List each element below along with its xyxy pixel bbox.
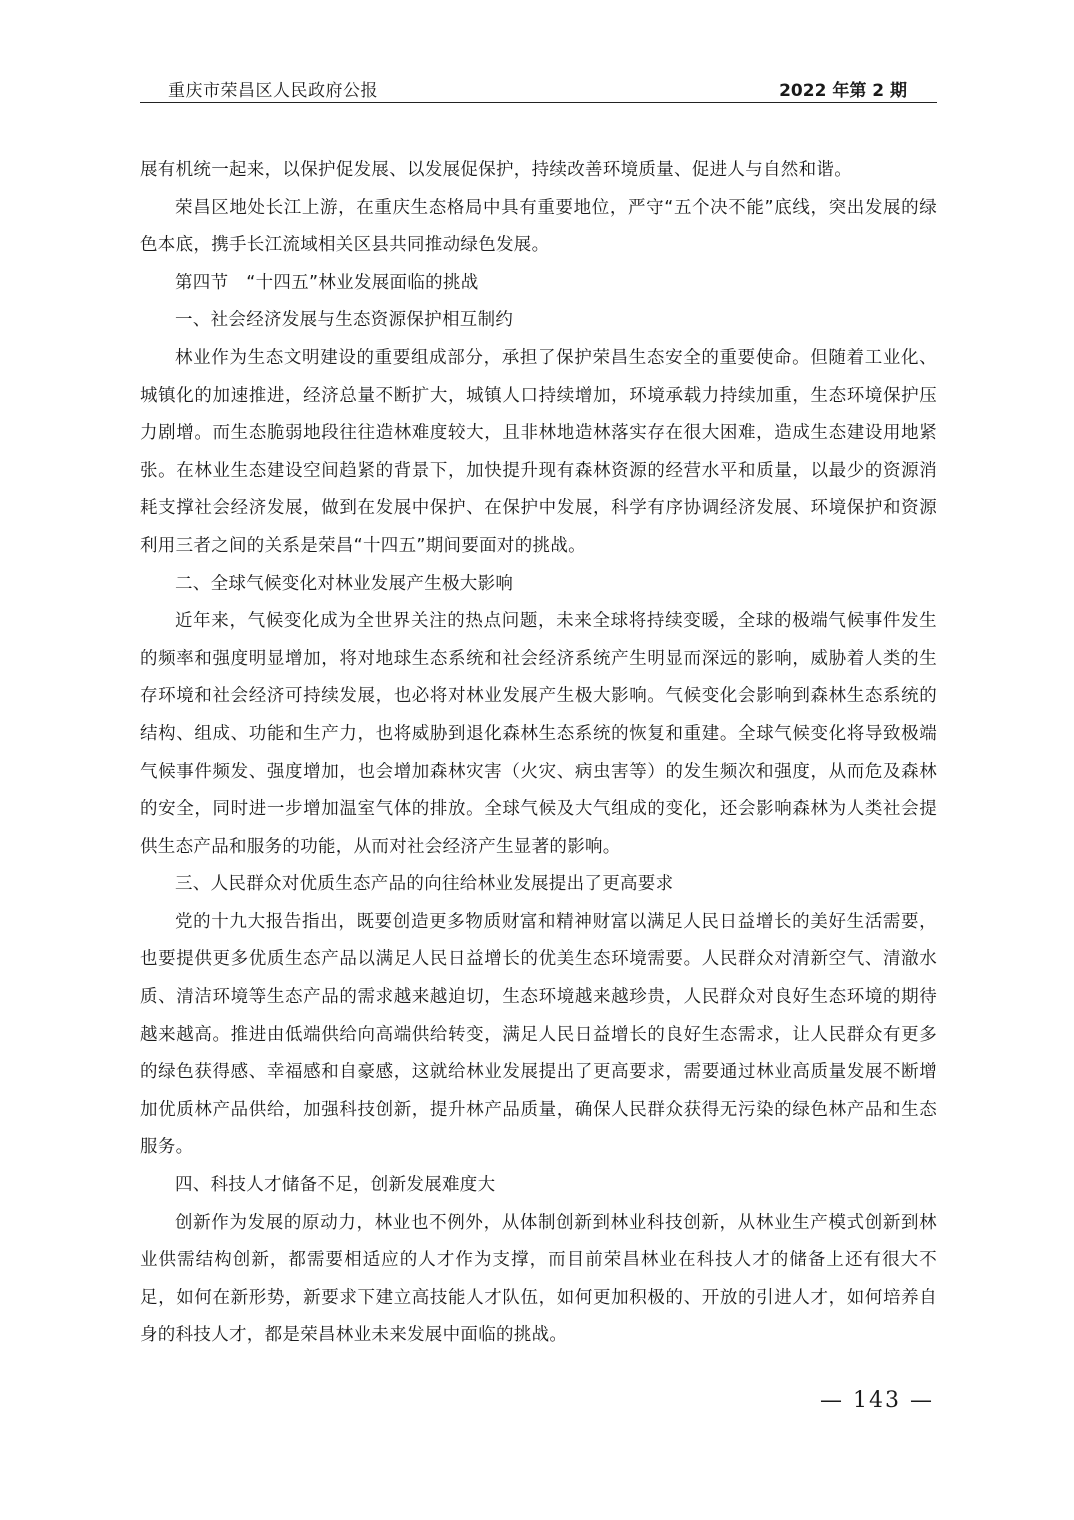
paragraph: 创新作为发展的原动力，林业也不例外，从体制创新到林业科技创新，从林业生产模式创新到林业供需结构创新，都需要相适应的人才作为支撑，而目前荣昌林业在科技人才的储备上还有很大不足，如何在新形势，新要求下建立高技能人才队伍，如何更加积极的、开放的引进人才，如何培养自身的科技人才，都是荣昌林业未来发展中面临的挑战。 bbox=[140, 1212, 937, 1346]
body-text bbox=[140, 152, 937, 1355]
paragraph: 林业作为生态文明建设的重要组成部分，承担了保护荣昌生态安全的重要使命。但随着工业化、城镇化的加速推进，经济总量不断扩大，城镇人口持续增加，环境承载力持续加重，生态环境保护压力剧增。而生态脆弱地段往往造林难度较大，且非林地造林落实存在很大困难，造成生态建设用地紧张。在林业生态建设空间趋紧的背景下，加快提升现有森林资源的经营水平和质量，以最少的资源消耗支撑社会经济发展，做到在发展中保护、在保护中发展，科学有序协调经济发展、环境保护和资源利用三者之间的关系是荣昌“十四五”期间要面对的挑战。 bbox=[140, 347, 937, 556]
paragraph: 荣昌区地处长江上游，在重庆生态格局中具有重要地位，严守“五个决不能”底线，突出发展的绿色本底，携手长江流域相关区县共同推动绿色发展。 bbox=[140, 197, 937, 256]
issue-number: 2022 年第 2 期 bbox=[779, 81, 907, 101]
section-heading: 第四节 “十四五”林业发展面临的挑战 bbox=[175, 272, 479, 293]
subsection-heading: 三、人民群众对优质生态产品的向往给林业发展提出了更高要求 bbox=[175, 874, 674, 895]
paragraph: 党的十九大报告指出，既要创造更多物质财富和精神财富以满足人民日益增长的美好生活需要，也要提供更多优质生态产品以满足人民日益增长的优美生态环境需要。人民群众对清新空气、清澈水质、清洁环境等生态产品的需求越来越迫切，生态环境越来越珍贵，人民群众对良好生态环境的期待越来越高。推进由低端供给向高端供给转变，满足人民日益增长的良好生态需求，让人民群众有更多的绿色获得感、幸福感和自豪感，这就给林业发展提出了更高要求，需要通过林业高质量发展不断增加优质林产品供给，加强科技创新，提升林产品质量，确保人民群众获得无污染的绿色林产品和生态服务。 bbox=[140, 911, 937, 1158]
paragraph: 展有机统一起来，以保护促发展、以发展促保护，持续改善环境质量、促进人与自然和谐。 bbox=[140, 160, 852, 180]
subsection-heading: 二、全球气候变化对林业发展产生极大影响 bbox=[175, 573, 514, 594]
publication-title: 重庆市荣昌区人民政府公报 bbox=[168, 81, 378, 101]
subsection-heading: 四、科技人才储备不足，创新发展难度大 bbox=[175, 1175, 496, 1196]
page-number: — 143 — bbox=[820, 1388, 934, 1413]
page-header bbox=[140, 72, 937, 103]
subsection-heading: 一、社会经济发展与生态资源保护相互制约 bbox=[175, 310, 514, 331]
paragraph: 近年来，气候变化成为全世界关注的热点问题，未来全球将持续变暖，全球的极端气候事件发生的频率和强度明显增加，将对地球生态系统和社会经济系统产生明显而深远的影响，威胁着人类的生存环境和社会经济可持续发展，也必将对林业发展产生极大影响。气候变化会影响到森林生态系统的结构、组成、功能和生产力，也将威胁到退化森林生态系统的恢复和重建。全球气候变化将导致极端气候事件频发、强度增加，也会增加森林灾害（火灾、病虫害等）的发生频次和强度，从而危及森林的安全，同时进一步增加温室气体的排放。全球气候及大气组成的变化，还会影响森林为人类社会提供生态产品和服务的功能，从而对社会经济产生显著的影响。 bbox=[140, 611, 937, 857]
